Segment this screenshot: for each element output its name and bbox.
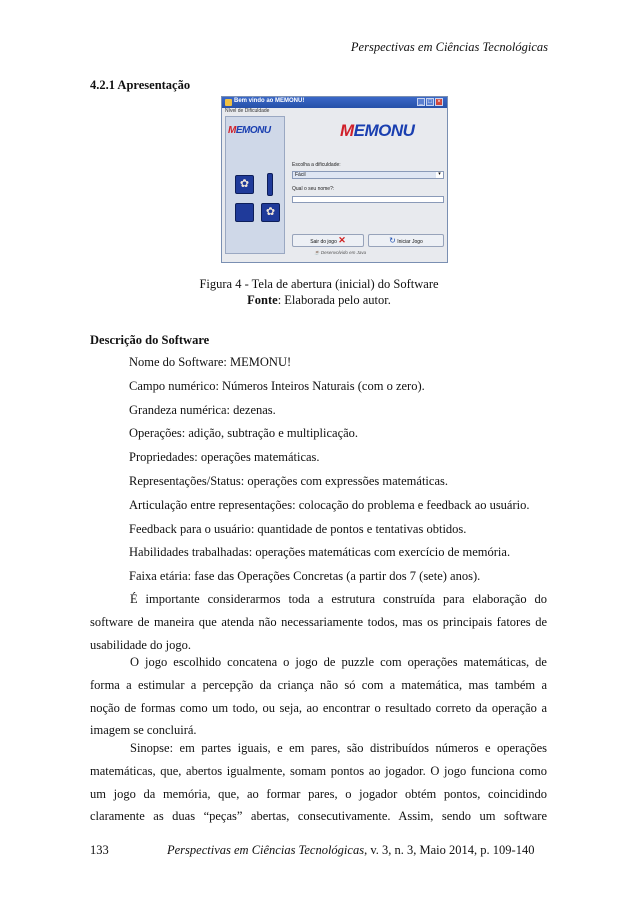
- paragraph-line: software de maneira que atenda não necessariamente todos, mas os principais fatores de: [90, 614, 547, 629]
- refresh-icon: ↻: [389, 236, 396, 245]
- app-footer-text: Desenvolvido em Java: [320, 250, 367, 255]
- list-item: Articulação entre representações: colocação do problema e feedback ao usuário.: [129, 497, 530, 512]
- paragraph-line: matemáticas, que, abertos igualmente, somam pontos ao jogador. O jogo funciona como: [90, 763, 547, 778]
- name-input[interactable]: [292, 196, 444, 203]
- paragraph-line: um jogo da memória, que, ao formar pares, o jogador obtém pontos, coincidindo: [90, 786, 547, 801]
- list-item: Propriedades: operações matemáticas.: [129, 450, 320, 465]
- list-item: Representações/Status: operações com expressões matemáticas.: [129, 473, 448, 488]
- red-x-icon: ✕: [338, 235, 346, 245]
- app-window-figure: [221, 96, 448, 263]
- java-icon: ☕: [314, 250, 320, 255]
- paragraph-line: forma a estimular a percepção da criança não só com a matemática, mas também a: [90, 677, 547, 692]
- logo-large-text: EMONU: [353, 121, 415, 140]
- tile-image-icon: ✿: [265, 206, 276, 218]
- description-heading: Descrição do Software: [90, 333, 210, 347]
- maximize-icon[interactable]: □: [426, 98, 434, 106]
- source-label: Fonte: [247, 293, 278, 307]
- logo-large: [340, 121, 414, 141]
- preview-panel: [225, 116, 285, 254]
- name-label: Qual o seu nome?:: [292, 186, 335, 192]
- paragraph-line: O jogo escolhido concatena o jogo de puzzle com operações matemáticas, de: [130, 655, 547, 669]
- paragraph-line: usabilidade do jogo.: [90, 637, 192, 652]
- memory-tile: [261, 203, 280, 222]
- difficulty-select[interactable]: [292, 171, 444, 179]
- footer-journal: Perspectivas em Ciências Tecnológicas: [167, 843, 365, 857]
- footer-citation-details: , v. 3, n. 3, Maio 2014, p. 109-140: [364, 843, 535, 857]
- logo-small: [228, 125, 271, 136]
- window-titlebar: [222, 97, 447, 108]
- list-item: Feedback para o usuário: quantidade de pontos e tentativas obtidos.: [129, 521, 467, 536]
- paragraph-line: claramente as duas “peças” abertas, consecutivamente. Assim, sendo um software: [90, 809, 547, 824]
- memory-tile: [267, 173, 273, 196]
- list-item: Grandeza numérica: dezenas.: [129, 402, 276, 417]
- memory-tile: [235, 175, 254, 194]
- app-icon: [225, 99, 232, 106]
- app-footer-note: [314, 250, 366, 256]
- memory-tile: [235, 203, 254, 222]
- start-game-button[interactable]: [368, 234, 444, 247]
- paragraph-line: imagem se concluirá.: [90, 723, 197, 738]
- figure-caption: [0, 276, 638, 308]
- paragraph-line: É importante considerarmos toda a estrutura construída para elaboração do: [130, 592, 547, 606]
- caption-text: Figura 4 - Tela de abertura (inicial) do Software: [199, 277, 439, 291]
- minimize-icon[interactable]: _: [417, 98, 425, 106]
- section-heading: 4.2.1 Apresentação: [90, 78, 191, 92]
- paragraph-line: noção de formas como um todo, ou seja, ao encontrar o resultado correto da operação a: [90, 700, 547, 715]
- list-item: Habilidades trabalhadas: operações matemáticas com exercício de memória.: [129, 545, 511, 560]
- exit-button-label: Sair do jogo: [310, 239, 337, 245]
- logo-m-text: M: [228, 125, 236, 136]
- list-item: Faixa etária: fase das Operações Concretas (a partir dos 7 (sete) anos).: [129, 569, 481, 584]
- running-header: Perspectivas em Ciências Tecnológicas: [350, 40, 548, 54]
- list-item: Operações: adição, subtração e multiplicação.: [129, 426, 359, 441]
- chevron-down-icon[interactable]: ▾: [436, 172, 443, 178]
- list-item: Campo numérico: Números Inteiros Naturais (com o zero).: [129, 378, 425, 393]
- window-title: Bem vindo ao MEMONU!: [234, 98, 305, 104]
- difficulty-label: Escolha a dificuldade:: [292, 162, 341, 168]
- source-text: : Elaborada pelo autor.: [277, 293, 391, 307]
- logo-small-text: EMONU: [235, 125, 271, 136]
- page-number: 133: [90, 843, 109, 857]
- body-paragraph: [90, 651, 547, 742]
- description-list: [129, 354, 530, 592]
- figure-source: [0, 292, 638, 308]
- exit-game-button[interactable]: [292, 234, 364, 247]
- body-paragraph: [90, 588, 547, 656]
- difficulty-value: Fácil: [295, 172, 306, 178]
- start-button-label: Iniciar Jogo: [397, 239, 423, 245]
- footer-citation: [167, 843, 534, 858]
- group-label: Nível de Dificuldade: [225, 108, 270, 114]
- list-item: Nome do Software: MEMONU!: [129, 355, 292, 369]
- body-paragraph: [90, 737, 547, 828]
- logo-m-text: M: [340, 121, 354, 140]
- tile-image-icon: ✿: [239, 178, 250, 190]
- paragraph-line: Sinopse: em partes iguais, e em pares, são distribuídos números e operações: [130, 741, 547, 755]
- close-icon[interactable]: ×: [435, 98, 443, 106]
